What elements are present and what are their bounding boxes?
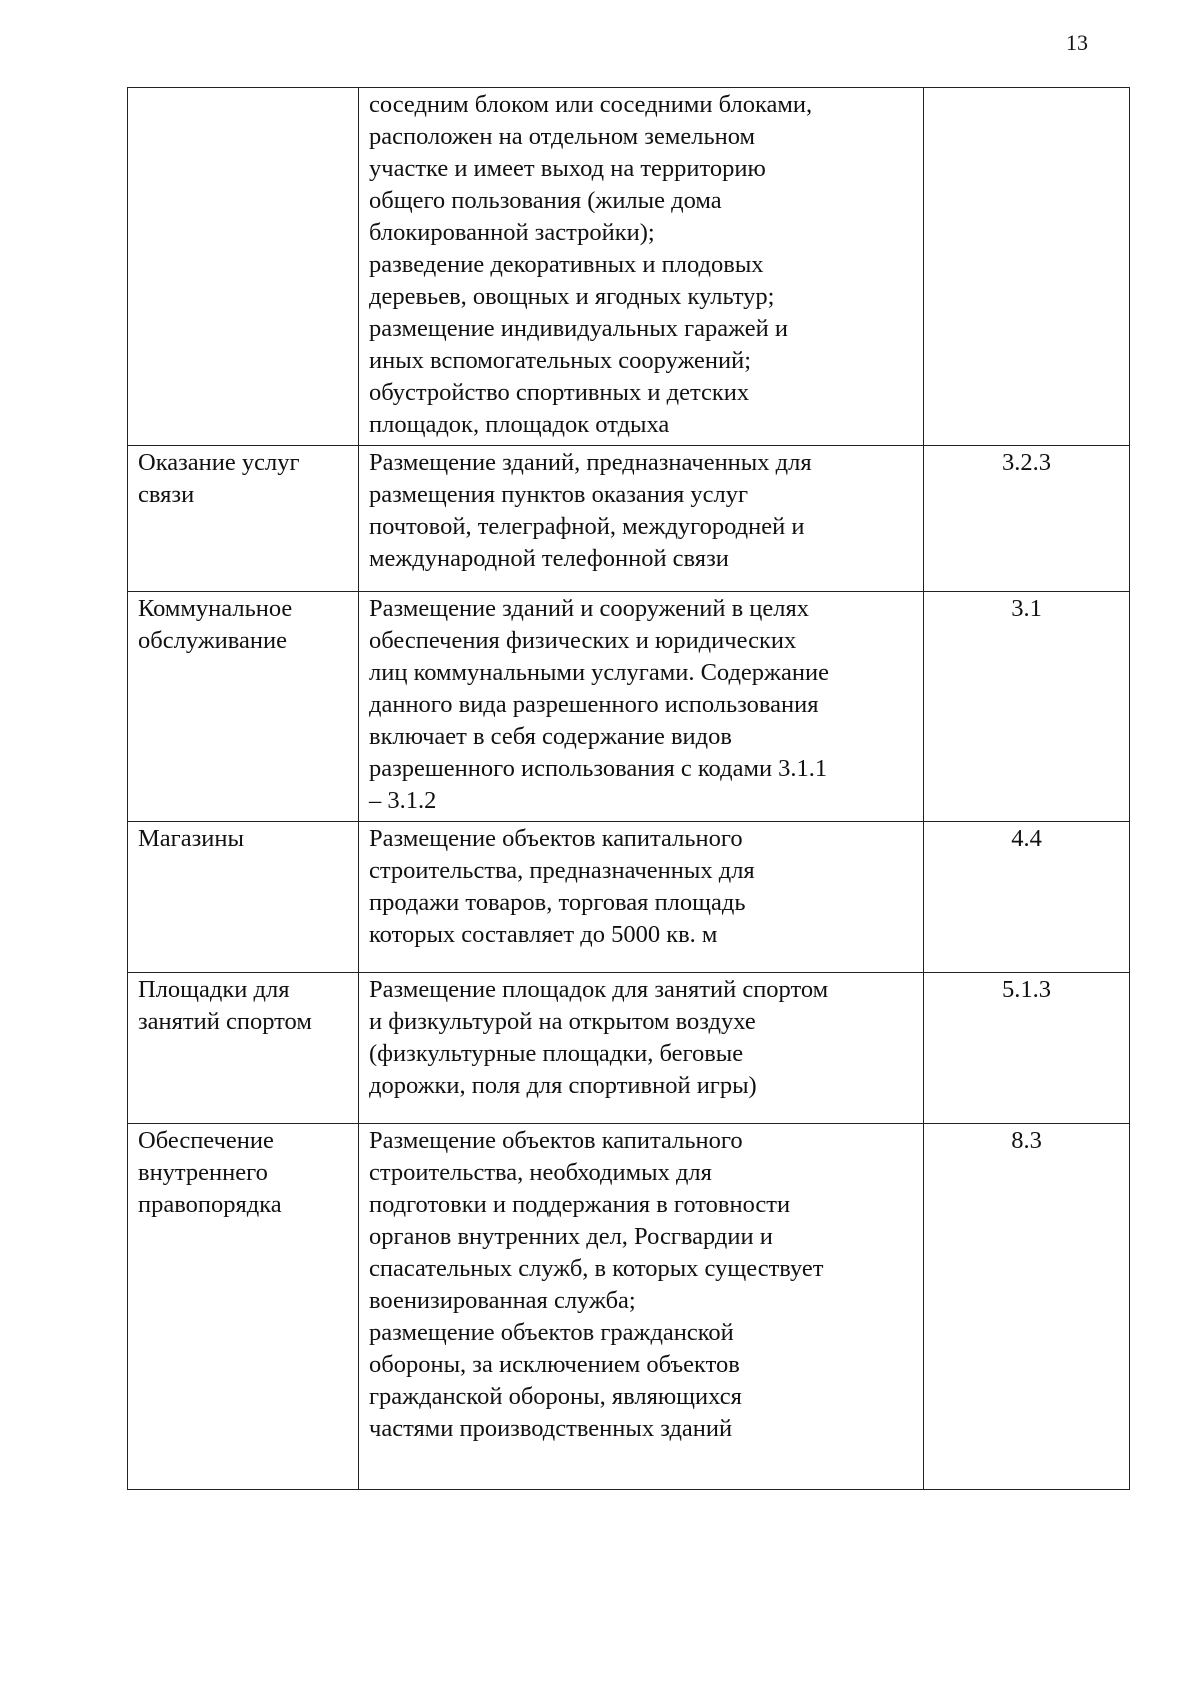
use-type-code: 5.1.3	[924, 973, 1130, 1124]
table-row	[128, 446, 1130, 592]
use-type-description: Размещение объектов капитального строительства, предназначенных для продажи товаров, торговая площадь которых составляет до 5000 кв. м	[359, 822, 924, 973]
use-type-description: Размещение зданий, предназначенных для размещения пунктов оказания услуг почтовой, телеграфной, междугородней и международной телефонной связи	[359, 446, 924, 592]
use-type-code	[924, 88, 1130, 446]
use-type-name: Обеспечение внутреннего правопорядка	[128, 1124, 359, 1490]
use-type-description: Размещение зданий и сооружений в целях обеспечения физических и юридических лиц коммунальными услугами. Содержание данного вида разрешенного использования включает в себя содержание видов разрешенного использования с кодами 3.1.1 – 3.1.2	[359, 592, 924, 822]
use-type-name: Площадки для занятий спортом	[128, 973, 359, 1124]
table-row	[128, 973, 1130, 1124]
use-type-name	[128, 88, 359, 446]
use-type-code: 3.2.3	[924, 446, 1130, 592]
use-type-code: 4.4	[924, 822, 1130, 973]
land-use-table	[127, 87, 1130, 1490]
table-row	[128, 592, 1130, 822]
use-type-name: Магазины	[128, 822, 359, 973]
use-type-code: 8.3	[924, 1124, 1130, 1490]
use-type-name: Оказание услуг связи	[128, 446, 359, 592]
use-type-description: Размещение площадок для занятий спортом и физкультурой на открытом воздухе (физкультурные площадки, беговые дорожки, поля для спортивной игры)	[359, 973, 924, 1124]
use-type-description: Размещение объектов капитального строительства, необходимых для подготовки и поддержания в готовности органов внутренних дел, Росгвардии и спасательных служб, в которых существует военизированная служба; размещение объектов гражданской обороны, за исключением объектов гражданской обороны, являющихся частями производственных зданий	[359, 1124, 924, 1490]
use-type-description: соседним блоком или соседними блоками, расположен на отдельном земельном участке и имеет выход на территорию общего пользования (жилые дома блокированной застройки); разведение декоративных и плодовых деревьев, овощных и ягодных культур; размещение индивидуальных гаражей и иных вспомогательных сооружений; обустройство спортивных и детских площадок, площадок отдыха	[359, 88, 924, 446]
table-row	[128, 822, 1130, 973]
table-row	[128, 1124, 1130, 1490]
page-number: 13	[1066, 30, 1088, 55]
use-type-name: Коммунальное обслуживание	[128, 592, 359, 822]
table-row	[128, 88, 1130, 446]
use-type-code: 3.1	[924, 592, 1130, 822]
